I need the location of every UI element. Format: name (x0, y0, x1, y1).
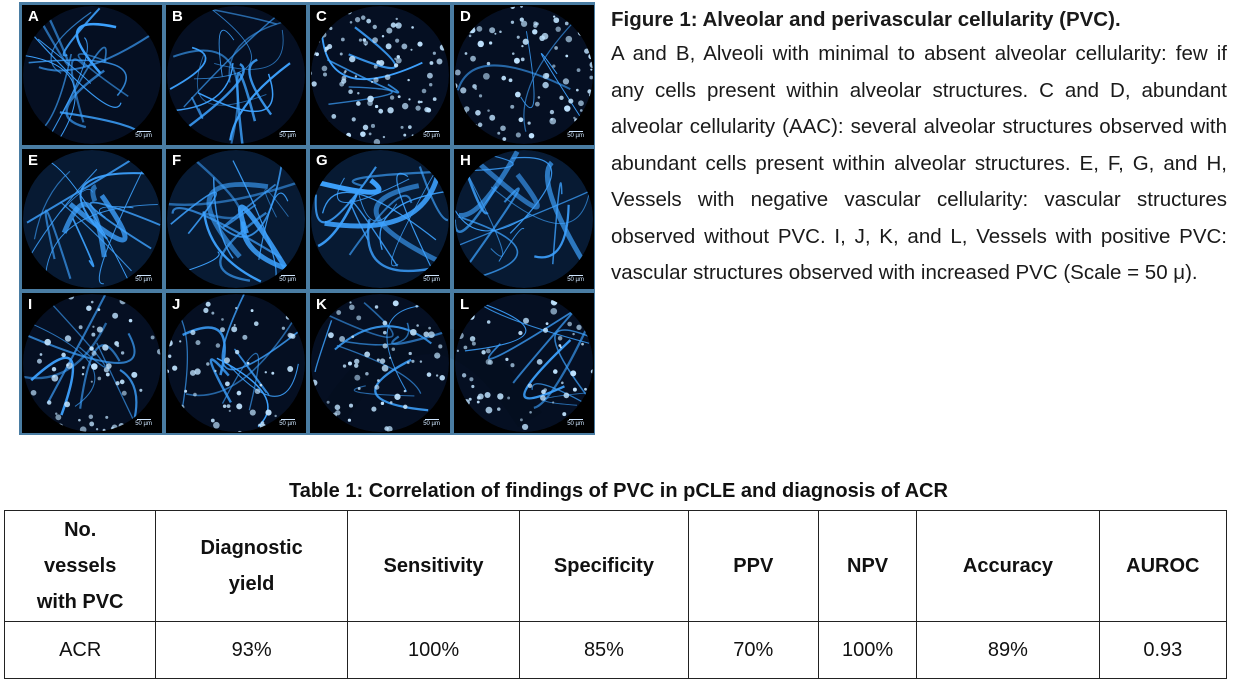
micrograph-image (22, 293, 162, 433)
micrograph-image (166, 5, 306, 145)
micrograph-panel-e (22, 149, 162, 289)
table-row (5, 622, 1227, 679)
micrograph-image (310, 5, 450, 145)
scale-label: 50 µm (279, 133, 296, 139)
cell-accuracy: 89% (917, 622, 1099, 679)
figure-caption-title: Figure 1: Alveolar and perivascular cellularity (PVC). (611, 8, 1121, 31)
scale-bar (279, 419, 296, 427)
panel-letter-k: K (316, 296, 327, 313)
panel-letter-e: E (28, 152, 39, 169)
panel-letter-a: A (28, 8, 39, 25)
micrograph-panel-d (454, 5, 594, 145)
panel-letter-g: G (316, 152, 328, 169)
panel-letter-b: B (172, 8, 183, 25)
micrograph-panel-h (454, 149, 594, 289)
panel-letter-h: H (460, 152, 471, 169)
figure-caption-body: A and B, Alveoli with minimal to absent alveolar cellularity: few if any cells present within alveolar structures. C and D, abundant alveolar cellularity (AAC): several alveolar structures observed with abundant cells present within alveolar structures. E, F, G, and H, Vessels with negative vascular cellularity: vascular structures observed without PVC. I, J, K, and L, Vessels with positive PVC: vascular structures observed with increased PVC (Scale = 50 μ). (611, 42, 1227, 284)
micrograph-panel-c (310, 5, 450, 145)
header-diagnostic-yield-label: Diagnostic yield (200, 537, 303, 595)
panel-letter-c: C (316, 8, 327, 25)
scale-label: 50 µm (423, 133, 440, 139)
micrograph-image (166, 293, 306, 433)
header-sensitivity: Sensitivity (347, 511, 519, 622)
header-npv: NPV (818, 511, 916, 622)
table-title: Table 1: Correlation of findings of PVC in pCLE and diagnosis of ACR (289, 480, 948, 502)
micrograph-image (454, 5, 594, 145)
micrograph-image (454, 293, 594, 433)
micrograph-panel-b (166, 5, 306, 145)
micrograph-image (310, 293, 450, 433)
micrograph-image (310, 149, 450, 289)
micrograph-panel-k (310, 293, 450, 433)
scale-bar (279, 131, 296, 139)
cell-sensitivity: 100% (347, 622, 519, 679)
scale-label: 50 µm (567, 277, 584, 283)
cell-auroc: 0.93 (1099, 622, 1226, 679)
results-table (4, 510, 1227, 679)
scale-label: 50 µm (423, 421, 440, 427)
header-no-vessels (5, 511, 156, 622)
table-header-row (5, 511, 1227, 622)
cell-ppv: 70% (688, 622, 818, 679)
micrograph-image (22, 5, 162, 145)
scale-bar (423, 275, 440, 283)
scale-bar (567, 419, 584, 427)
micrograph-panel-l (454, 293, 594, 433)
cell-diagnostic-yield: 93% (156, 622, 347, 679)
figure-caption (611, 6, 1227, 292)
scale-label: 50 µm (135, 133, 152, 139)
scale-bar (567, 131, 584, 139)
panel-letter-f: F (172, 152, 182, 169)
header-ppv: PPV (688, 511, 818, 622)
micrograph-image (22, 149, 162, 289)
header-no-vessels-label: No. vessels with PVC (36, 519, 124, 613)
micrograph-image (454, 149, 594, 289)
cell-label: ACR (5, 622, 156, 679)
scale-bar (135, 131, 152, 139)
scale-bar (135, 275, 152, 283)
micrograph-panel-g (310, 149, 450, 289)
scale-label: 50 µm (567, 133, 584, 139)
micrograph-panel-f (166, 149, 306, 289)
scale-bar (423, 131, 440, 139)
cell-npv: 100% (818, 622, 916, 679)
scale-bar (135, 419, 152, 427)
scale-label: 50 µm (135, 277, 152, 283)
header-accuracy: Accuracy (917, 511, 1099, 622)
panel-letter-i: I (28, 296, 33, 313)
micrograph-panel-a (22, 5, 162, 145)
micrograph-image (166, 149, 306, 289)
micrograph-panel-i (22, 293, 162, 433)
scale-label: 50 µm (279, 421, 296, 427)
panel-letter-l: L (460, 296, 470, 313)
scale-label: 50 µm (423, 277, 440, 283)
micrograph-panel-j (166, 293, 306, 433)
cell-specificity: 85% (520, 622, 688, 679)
header-diagnostic-yield (156, 511, 347, 622)
scale-label: 50 µm (135, 421, 152, 427)
scale-bar (567, 275, 584, 283)
scale-bar (279, 275, 296, 283)
header-auroc: AUROC (1099, 511, 1226, 622)
panel-letter-d: D (460, 8, 471, 25)
scale-label: 50 µm (279, 277, 296, 283)
scale-bar (423, 419, 440, 427)
scale-label: 50 µm (567, 421, 584, 427)
figure-grid (19, 2, 595, 435)
panel-letter-j: J (172, 296, 181, 313)
header-specificity: Specificity (520, 511, 688, 622)
